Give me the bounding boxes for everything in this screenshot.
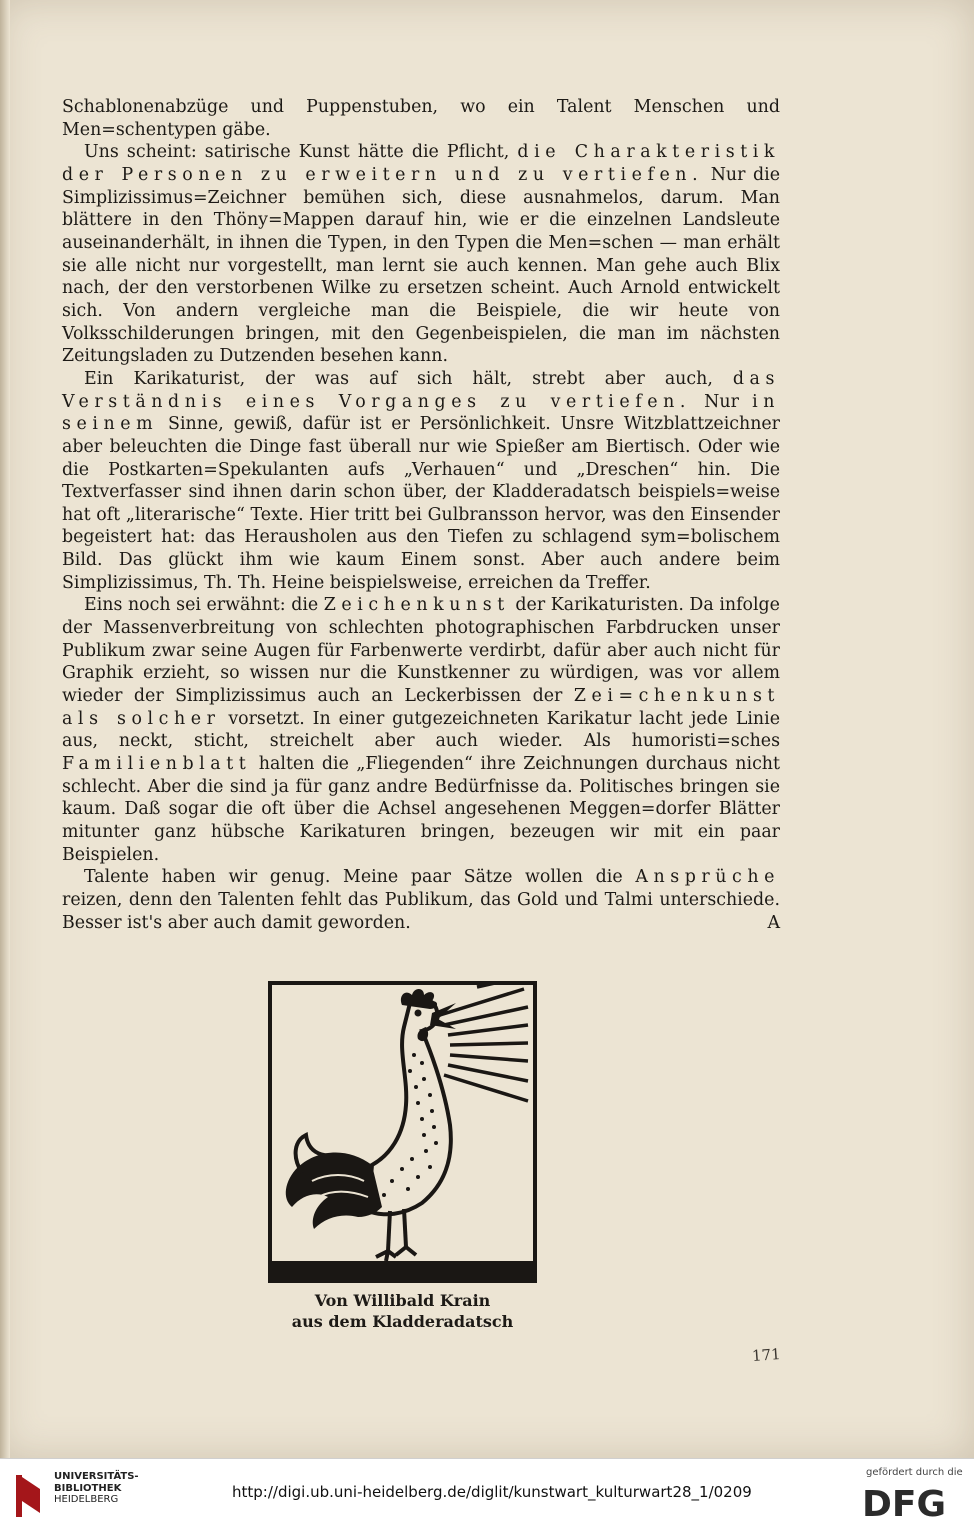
figure-caption	[268, 1290, 537, 1332]
library-name: UNIVERSITÄTS- BIBLIOTHEK HEIDELBERG	[54, 1471, 139, 1505]
spaced-emphasis: Familienblatt	[62, 754, 252, 775]
rooster-icon	[272, 985, 533, 1279]
permalink-url[interactable]: http://digi.ub.uni-heidelberg.de/diglit/kunstwart_kulturwart28_1/0209	[232, 1483, 752, 1501]
funding-note: gefördert durch die	[866, 1467, 963, 1478]
paragraph-4: Eins noch sei erwähnt: die Zeichenkunst der Karikaturisten. Da infolge der Massenverbreitung von schlechten photographischen Farbdrucken unser Publikum zwar seine Augen für Farbenwerte verdirbt, dafür aber auch nicht für Graphik erzieht, so wissen nur die Kunstkenner zu würdigen, was vor allem wieder der Simplizissimus auch an Leckerbissen der Zei=chenkunst als solcher vorsetzt. In einer gutgezeichneten Karikatur lacht jede Linie aus, neckt, sticht, streichelt aber auch wieder. Als humoristi=sches Familienblatt halten die „Fliegenden“ ihre Zeichnungen durchaus nicht schlecht. Aber die sind ja für ganz andre Bedürfnisse da. Politisches bringen sie kaum. Daß sogar die oft über die Achsel angesehenen Meggen=dorfer Blätter mitunter ganz hübsche Karikaturen bringen, bezeugen wir mit ein paar Beispielen.	[62, 595, 780, 865]
spaced-emphasis: Ansprüche	[635, 867, 780, 888]
spaced-emphasis: Zeichenkunst	[323, 595, 510, 616]
spaced-emphasis: Zei=chenkunst als solcher	[62, 686, 780, 729]
dfg-logo-icon	[858, 1483, 962, 1521]
university-library-logo-icon	[12, 1469, 46, 1523]
caption-line-2: aus dem Kladderadatsch	[291, 1312, 514, 1331]
spaced-emphasis: das Verständnis eines Vorganges zu vertiefen.	[62, 368, 780, 412]
paragraph-3: Ein Karikaturist, der was auf sich hält, strebt aber auch, das Verständnis eines Vorganges zu vertiefen. Nur in seinem Sinne, gewiß, dafür ist er Persönlichkeit. Unsre Witzblattzeichner aber beleuchten die Dinge fast überall nur wie Spießer am Biertisch. Oder wie die Postkarten=Spekulanten aufs „Verhauen“ und „Dreschen“ hin. Die Textverfasser sind ihnen darin schon über, der Kladderadatsch beispiels=weise hat oft „literarische“ Texte. Hier tritt bei Gulbransson hervor, was den Einsender begeistert hat: das Herausholen aus den Tiefen zu schlagend sym=bolischem Bild. Das glückt ihm wie kaum Einem sonst. Aber auch andere beim Simplizissimus, Th. Th. Heine beispielsweise, erreichen da Treffer.	[62, 368, 780, 593]
footer-bar	[0, 1458, 974, 1531]
page-number: 171	[751, 1345, 782, 1365]
paragraph-5: Talente haben wir genug. Meine paar Sätze wollen die Ansprüche reizen, denn den Talenten fehlt das Publikum, das Gold und Talmi unterschiede. Besser ist's aber auch damit geworden. A	[62, 867, 780, 933]
dfg-logo-text: DFG	[862, 1484, 947, 1521]
paragraph-1: Schablonenabzüge und Puppenstuben, wo ein Talent Menschen und Men=schentypen gäbe.	[62, 97, 780, 140]
page-edge-shadow	[0, 0, 10, 1458]
paragraph-2: Uns scheint: satirische Kunst hätte die Pflicht, die Charakteristik der Personen zu erweitern und zu vertiefen. Nur die Simplizissimus=Zeichner bemühen sich, diese ausnahmelos, darum. Man blättere in den Thöny=Mappen darauf hin, wie er die einzelnen Landsleute auseinanderhält, in ihnen die Typen, in den Typen die Men=schen — man erhält sie alle nicht nur vorgestellt, man lernt sie auch kennen. Man gehe auch Blix nach, der den verstorbenen Wilke zu ersetzen scheint. Auch Arnold entwickelt sich. Von andern vergleiche man die Beispiele, die wir heute von Volksschilderungen bringen, mit den Gegenbeispielen, die man im nächsten Zeitungsladen zu Dutzenden besehen kann.	[62, 142, 780, 367]
spaced-emphasis: in seinem	[62, 391, 780, 435]
author-signature: A	[767, 912, 780, 933]
spaced-emphasis: die Charakteristik der Personen zu erweitern und zu vertiefen.	[62, 142, 780, 185]
article-text	[62, 96, 780, 934]
caption-line-1: Von Willibald Krain	[314, 1291, 491, 1310]
rooster-illustration	[268, 981, 537, 1283]
